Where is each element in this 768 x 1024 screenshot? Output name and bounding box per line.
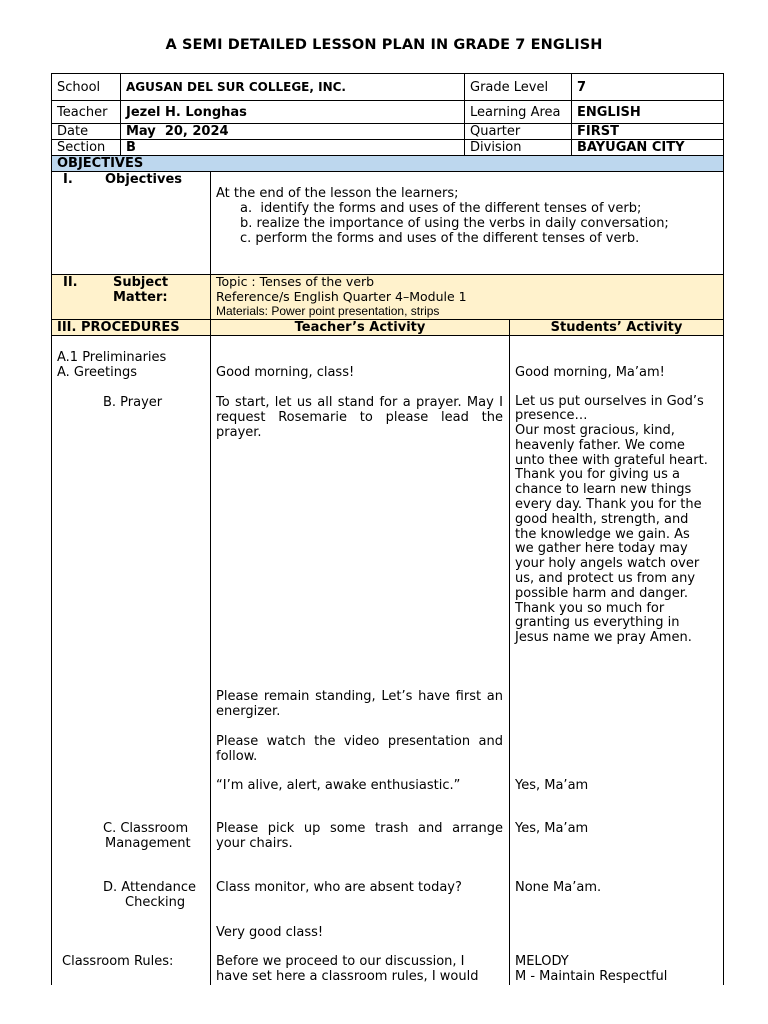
- energizer-teacher: Please remain standing, Let’s have first an energizer.: [216, 688, 503, 719]
- quarter-value: FIRST: [572, 124, 724, 140]
- greet-student: Good morning, Ma’am!: [515, 364, 665, 380]
- prayer-line: good health, strength, and: [515, 511, 689, 527]
- area-value: ENGLISH: [572, 101, 724, 124]
- mgmt-student: Yes, Ma’am: [515, 820, 589, 836]
- teacher-value: Jezel H. Longhas: [121, 101, 465, 124]
- section-value: B: [121, 140, 465, 156]
- rules-teacher-1: Before we proceed to our discussion, I: [216, 953, 465, 969]
- subject-label-1: Subject: [113, 275, 169, 290]
- header-table: [51, 73, 724, 156]
- teacher-activity-head: Teacher’s Activity: [211, 319, 510, 335]
- prayer-line: presence…: [515, 408, 588, 424]
- school-label: School: [52, 74, 121, 101]
- prayer-line: the knowledge we gain. As: [515, 526, 690, 542]
- greetings-label: A. Greetings: [57, 364, 138, 380]
- prayer-line: granting us everything in: [515, 615, 680, 631]
- division-value: BAYUGAN CITY: [572, 140, 724, 156]
- alive-teacher: “I’m alive, alert, awake enthusiastic.”: [216, 777, 461, 793]
- objectives-list: [216, 201, 718, 246]
- teacher-activity-col: [211, 335, 510, 985]
- rules-student-2: M - Maintain Respectful: [515, 968, 668, 984]
- objective-item: a. identify the forms and uses of the different tenses of verb;: [240, 201, 642, 216]
- subject-topic: Topic : Tenses of the verb: [216, 274, 375, 289]
- very-good-teacher: Very good class!: [216, 924, 324, 940]
- content-table: [51, 155, 724, 985]
- rules-student-1: MELODY: [515, 953, 569, 969]
- prayer-line: your holy angels watch over: [515, 556, 700, 572]
- division-label: Division: [465, 140, 572, 156]
- objectives-band: OBJECTIVES: [52, 156, 724, 172]
- prayer-line: Jesus name we pray Amen.: [515, 630, 692, 646]
- prayer-line: possible harm and danger.: [515, 585, 689, 601]
- prayer-line: unto thee with grateful heart.: [515, 452, 708, 468]
- objectives-intro: At the end of the lesson the learners;: [216, 186, 459, 201]
- lesson-plan-table: [51, 73, 723, 985]
- subject-materials: Materials: Power point presentation, strips: [216, 304, 440, 318]
- prayer-line: chance to learn new things: [515, 482, 692, 498]
- rules-teacher-2: have set here a classroom rules, I would: [216, 968, 479, 984]
- subject-label-2: Matter:: [113, 290, 168, 305]
- classroom-mgmt-label-1: C. Classroom: [103, 820, 189, 836]
- subject-reference: Reference/s English Quarter 4–Module 1: [216, 288, 467, 304]
- subject-label-cell: [52, 275, 211, 320]
- procedures-head: III. PROCEDURES: [52, 319, 211, 335]
- section-label: Section: [52, 140, 121, 156]
- student-activity-col: [510, 335, 724, 985]
- prayer-line: Thank you so much for: [515, 600, 665, 616]
- school-value: AGUSAN DEL SUR COLLEGE, INC.: [121, 74, 465, 101]
- prayer-line: Our most gracious, kind,: [515, 423, 675, 439]
- prayer-line: heavenly father. We come: [515, 437, 685, 453]
- document-title: A SEMI DETAILED LESSON PLAN IN GRADE 7 ENGLISH: [165, 37, 603, 53]
- area-label: Learning Area: [465, 101, 572, 124]
- preliminaries-label: A.1 Preliminaries: [57, 349, 167, 365]
- attendance-teacher: Class monitor, who are absent today?: [216, 879, 462, 895]
- attendance-student: None Ma’am.: [515, 879, 602, 895]
- objective-item: b. realize the importance of using the verbs in daily conversation;: [240, 216, 669, 231]
- teacher-label: Teacher: [52, 101, 121, 124]
- objectives-label-cell: [52, 172, 211, 275]
- prayer-line: every day. Thank you for the: [515, 497, 702, 513]
- objectives-content: [211, 172, 724, 275]
- student-activity-head: Students’ Activity: [510, 319, 724, 335]
- objectives-label: Objectives: [105, 172, 183, 187]
- quarter-label: Quarter: [465, 124, 572, 140]
- subject-num: II.: [63, 275, 78, 290]
- prayer-teacher: To start, let us all stand for a prayer. May I request Rosemarie to please lead the prayer.: [216, 394, 503, 440]
- prayer-line: Thank you for giving us a: [515, 467, 680, 483]
- prayer-student: [515, 395, 720, 647]
- classroom-mgmt-label-2: Management: [105, 835, 191, 851]
- rules-label: Classroom Rules:: [62, 953, 174, 969]
- grade-label: Grade Level: [465, 74, 572, 101]
- video-teacher: Please watch the video presentation and follow.: [216, 733, 503, 764]
- greet-teacher: Good morning, class!: [216, 364, 355, 380]
- prayer-label: B. Prayer: [103, 394, 163, 410]
- date-value: May 20, 2024: [121, 124, 465, 140]
- prayer-line: Let us put ourselves in God’s: [515, 393, 704, 409]
- objective-item: c. perform the forms and uses of the different tenses of verb.: [240, 231, 640, 246]
- attendance-label-2: Checking: [125, 894, 186, 910]
- date-label: Date: [52, 124, 121, 140]
- subject-content: [211, 275, 724, 320]
- prayer-line: us, and protect us from any: [515, 571, 696, 587]
- attendance-label-1: D. Attendance: [103, 879, 196, 895]
- mgmt-teacher: Please pick up some trash and arrange your chairs.: [216, 820, 503, 851]
- prayer-line: we gather here today may: [515, 541, 688, 557]
- procedures-steps-col: [52, 335, 211, 985]
- grade-value: 7: [572, 74, 724, 101]
- alive-student: Yes, Ma’am: [515, 777, 589, 793]
- objectives-num: I.: [63, 172, 73, 187]
